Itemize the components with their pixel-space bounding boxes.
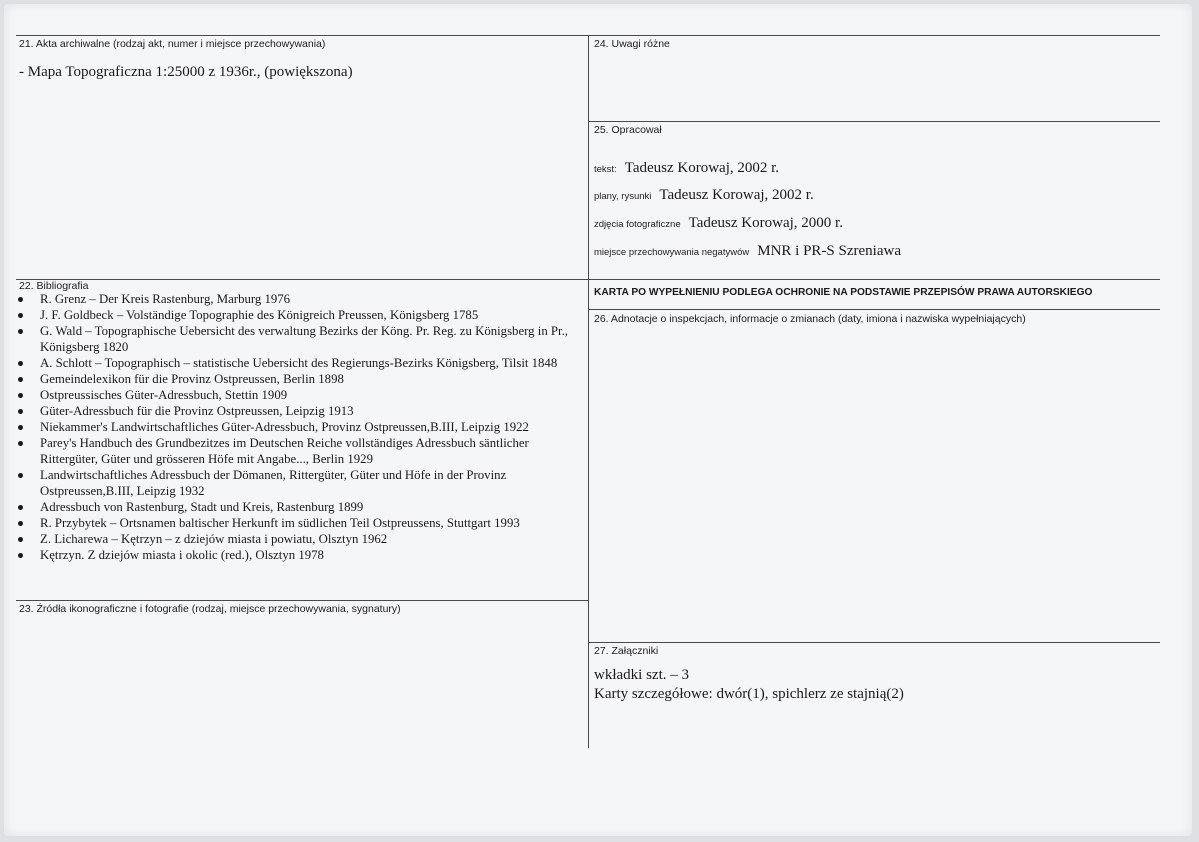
author-row-text [594, 160, 779, 177]
list-item: Ostpreussisches Güter-Adressbuch, Stettin 1909 [16, 387, 586, 403]
list-item: Parey's Handbuch des Grundbezitzes im Deutschen Reiche vollständiges Adressbuch säntlicher Rittergüter, Güter und grösseren Höfe mit Angabe..., Berlin 1929 [16, 435, 586, 467]
rule-25 [588, 121, 1160, 122]
rule-notice [588, 279, 1160, 280]
list-item: G. Wald – Topographische Uebersicht des verwaltung Bezirks der Köng. Pr. Reg. zu Königsberg in Pr., Königsberg 1820 [16, 323, 586, 355]
author-row-plans [594, 187, 814, 204]
bullet-icon [18, 537, 23, 542]
section-27-label: 27. Załączniki [594, 645, 659, 657]
bullet-icon [18, 297, 23, 302]
author-row-value: MNR i PR-S Szreniawa [757, 243, 901, 259]
rule-27 [588, 642, 1160, 643]
rule-22 [16, 279, 588, 280]
list-item: Güter-Adressbuch für die Provinz Ostpreussen, Leipzig 1913 [16, 403, 586, 419]
list-item: Niekammer's Landwirtschaftliches Güter-Adressbuch, Provinz Ostpreussen,B.III, Leipzig 1922 [16, 419, 586, 435]
attachments-line: Karty szczegółowe: dwór(1), spichlerz ze stajnią(2) [594, 686, 904, 702]
bullet-icon [18, 329, 23, 334]
section-23-label: 23. Źródła ikonograficzne i fotografie (rodzaj, miejsce przechowywania, sygnatury) [19, 603, 401, 615]
bullet-icon [18, 425, 23, 430]
bibliography-list [16, 291, 586, 563]
bullet-icon [18, 409, 23, 414]
list-item: Gemeindelexikon für die Provinz Ostpreussen, Berlin 1898 [16, 371, 586, 387]
list-item: Landwirtschaftliches Adressbuch der Dömanen, Rittergüter, Güter und Höfe in der Provinz Ostpreussen,B.III, Leipzig 1932 [16, 467, 586, 499]
list-item: A. Schlott – Topographisch – statistische Uebersicht des Regierungs-Bezirks Königsberg, Tilsit 1848 [16, 355, 586, 371]
list-item: R. Grenz – Der Kreis Rastenburg, Marburg 1976 [16, 291, 586, 307]
bullet-icon [18, 313, 23, 318]
list-item: Adressbuch von Rastenburg, Stadt und Kreis, Rastenburg 1899 [16, 499, 586, 515]
bullet-icon [18, 473, 23, 478]
list-item: Z. Licharewa – Kętrzyn – z dziejów miasta i powiatu, Olsztyn 1962 [16, 531, 586, 547]
list-item: J. F. Goldbeck – Volständige Topographie des Königreich Preussen, Königsberg 1785 [16, 307, 586, 323]
section-22-label: 22. Bibliografia [19, 280, 89, 292]
rule-26 [588, 309, 1160, 310]
author-row-value: Tadeusz Korowaj, 2000 r. [688, 215, 843, 231]
author-row-photos [594, 215, 843, 232]
author-row-label: miejsce przechowywania negatywów [594, 247, 750, 258]
section-21-label: 21. Akta archiwalne (rodzaj akt, numer i miejsce przechowywania) [19, 38, 326, 50]
bullet-icon [18, 521, 23, 526]
bullet-icon [18, 553, 23, 558]
section-24-label: 24. Uwagi różne [594, 38, 670, 50]
author-row-negatives [594, 243, 901, 260]
section-21-value: - Mapa Topograficzna 1:25000 z 1936r., (powiększona) [19, 64, 353, 80]
copyright-notice: KARTA PO WYPEŁNIENIU PODLEGA OCHRONIE NA PODSTAWIE PRZEPISÓW PRAWA AUTORSKIEGO [594, 287, 1093, 298]
author-row-value: Tadeusz Korowaj, 2002 r. [624, 160, 780, 176]
attachments-line: wkładki szt. – 3 [594, 667, 689, 683]
author-row-label: plany, rysunki [594, 191, 652, 202]
list-item: R. Przybytek – Ortsnamen baltischer Herkunft im südlichen Teil Ostpreussens, Stuttgart 1993 [16, 515, 586, 531]
section-25-label: 25. Opracował [594, 124, 662, 136]
author-row-label: zdjęcia fotograficzne [594, 219, 681, 230]
bullet-icon [18, 505, 23, 510]
section-26-label: 26. Adnotacje o inspekcjach, informacje o zmianach (daty, imiona i nazwiska wypełniających) [594, 313, 1026, 325]
rule-23 [16, 600, 588, 601]
bullet-icon [18, 377, 23, 382]
author-row-label: tekst: [594, 164, 617, 175]
bullet-icon [18, 393, 23, 398]
author-row-value: Tadeusz Korowaj, 2002 r. [659, 187, 814, 203]
list-item: Kętrzyn. Z dziejów miasta i okolic (red.), Olsztyn 1978 [16, 547, 586, 563]
bullet-icon [18, 441, 23, 446]
bullet-icon [18, 361, 23, 366]
